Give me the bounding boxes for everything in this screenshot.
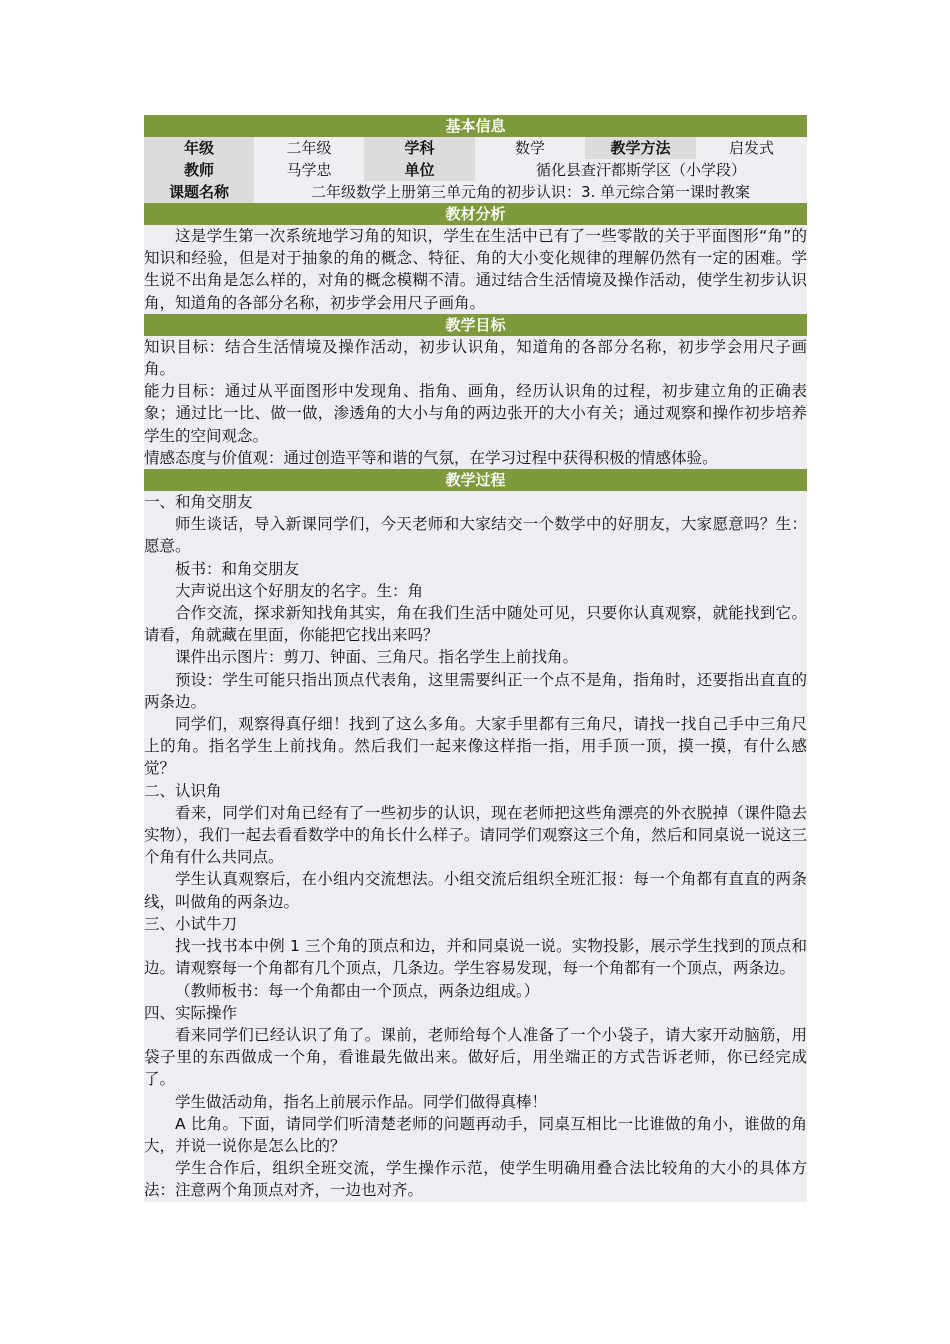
step-1-paragraph: 合作交流，探求新知找角其实，角在我们生活中随处可见，只要你认真观察，就能找到它。请看，角就藏在里面，你能把它找出来吗？ <box>144 604 807 645</box>
step-1-paragraph: 大声说出这个好朋友的名字。生：角 <box>175 581 424 600</box>
section-header-basic-info: 基本信息 <box>144 115 807 137</box>
step-1-paragraph: 课件出示图片：剪刀、钟面、三角尺。指名学生上前找角。 <box>175 648 579 667</box>
material-analysis-body <box>144 225 807 314</box>
unit-label: 单位 <box>364 159 475 181</box>
topic-value: 二年级数学上册第三单元角的初步认识：3. 单元综合第一课时教案 <box>254 181 807 203</box>
grade-label: 年级 <box>144 137 254 159</box>
knowledge-goal: 知识目标：结合生活情境及操作活动，初步认识角，知道角的各部分名称，初步学会用尺子画角。 <box>144 337 807 379</box>
step-1-heading: 一、和角交朋友 <box>144 493 253 512</box>
step-4-heading: 四、实际操作 <box>144 1003 238 1022</box>
method-label: 教学方法 <box>585 137 696 159</box>
teacher-value: 马学忠 <box>254 159 364 181</box>
step-1-paragraph: 预设：学生可能只指出顶点代表角，这里需要纠正一个点不是角，指角时，还要指出直直的两条边。 <box>144 670 807 711</box>
step-4-paragraph: A 比角。下面，请同学们听清楚老师的问题再动手，同桌互相比一比谁做的角小，谁做的角大，并说一说你是怎么比的？ <box>144 1114 807 1155</box>
emotion-goal: 情感态度与价值观：通过创造平等和谐的气氛，在学习过程中获得积极的情感体验。 <box>144 448 718 467</box>
ability-goal: 能力目标：通过从平面图形中发现角、指角、画角，经历认识角的过程，初步建立角的正确表象；通过比一比、做一做，渗透角的大小与角的两边张开的大小有关；通过观察和操作初步培养学生的空间观念。 <box>144 382 807 445</box>
method-value: 启发式 <box>696 137 807 159</box>
section-header-goals: 教学目标 <box>144 314 807 336</box>
step-2-paragraph: 看来，同学们对角已经有了一些初步的认识，现在老师把这些角漂亮的外衣脱掉（课件隐去实物），我们一起去看看数学中的角长什么样子。请同学们观察这三个角，然后和同桌说一说这三个角有什么共同点。 <box>144 803 807 867</box>
step-4-paragraph: 学生做活动角，指名上前展示作品。同学们做得真棒！ <box>175 1092 548 1111</box>
step-3-heading: 三、小试牛刀 <box>144 914 238 933</box>
teaching-goals-body <box>144 336 807 469</box>
unit-value: 循化县查汗都斯学区（小学段） <box>475 159 807 181</box>
step-1-paragraph: 师生谈话，导入新课同学们，今天老师和大家结交一个数学中的好朋友，大家愿意吗？生：愿意。 <box>144 515 807 556</box>
step-4-paragraph: 看来同学们已经认识了角了。课前，老师给每个人准备了一个小袋子，请大家开动脑筋，用袋子里的东西做成一个角，看谁最先做出来。做好后，用坐端正的方式告诉老师，你已经完成了。 <box>144 1025 807 1089</box>
step-2-heading: 二、认识角 <box>144 781 222 800</box>
step-1-paragraph: 板书：和角交朋友 <box>175 559 300 578</box>
step-2-paragraph: 学生认真观察后，在小组内交流想法。小组交流后组织全班汇报：每一个角都有直直的两条线，叫做角的两条边。 <box>144 870 807 911</box>
info-row-1 <box>144 137 807 159</box>
info-row-3 <box>144 181 807 203</box>
topic-label: 课题名称 <box>144 181 254 203</box>
section-header-material: 教材分析 <box>144 203 807 225</box>
info-row-2 <box>144 159 807 181</box>
step-4-paragraph: 学生合作后，组织全班交流，学生操作示范，使学生明确用叠合法比较角的大小的具体方法：注意两个角顶点对齐，一边也对齐。 <box>144 1159 807 1200</box>
teacher-label: 教师 <box>144 159 254 181</box>
section-header-process: 教学过程 <box>144 469 807 491</box>
step-3-paragraph: 找一找书本中例 1 三个角的顶点和边，并和同桌说一说。实物投影，展示学生找到的顶点和边。请观察每一个角都有几个顶点，几条边。学生容易发现，每一个角都有一个顶点，两条边。 <box>144 937 807 978</box>
step-1-paragraph: 同学们，观察得真仔细！找到了这么多角。大家手里都有三角尺，请找一找自己手中三角尺上的角。指名学生上前找角。然后我们一起来像这样指一指，用手顶一顶，摸一摸，有什么感觉？ <box>144 715 807 778</box>
lesson-plan-page <box>144 115 807 1202</box>
teaching-process-body <box>144 491 807 1202</box>
grade-value: 二年级 <box>254 137 364 159</box>
subject-label: 学科 <box>364 137 475 159</box>
material-analysis-text: 这是学生第一次系统地学习角的知识，学生在生活中已有了一些零散的关于平面图形“角”的知识和经验，但是对于抽象的角的概念、特征、角的大小变化规律的理解仍然有一定的困难。学生说不出角是怎么样的，对角的概念模糊不清。通过结合生活情境及操作活动，使学生初步认识角，知道角的各部分名称，初步学会用尺子画角。 <box>144 227 807 312</box>
basic-info-table <box>144 137 807 203</box>
step-3-paragraph: （教师板书：每一个角都由一个顶点，两条边组成。） <box>175 981 540 1000</box>
subject-value: 数学 <box>475 137 585 159</box>
